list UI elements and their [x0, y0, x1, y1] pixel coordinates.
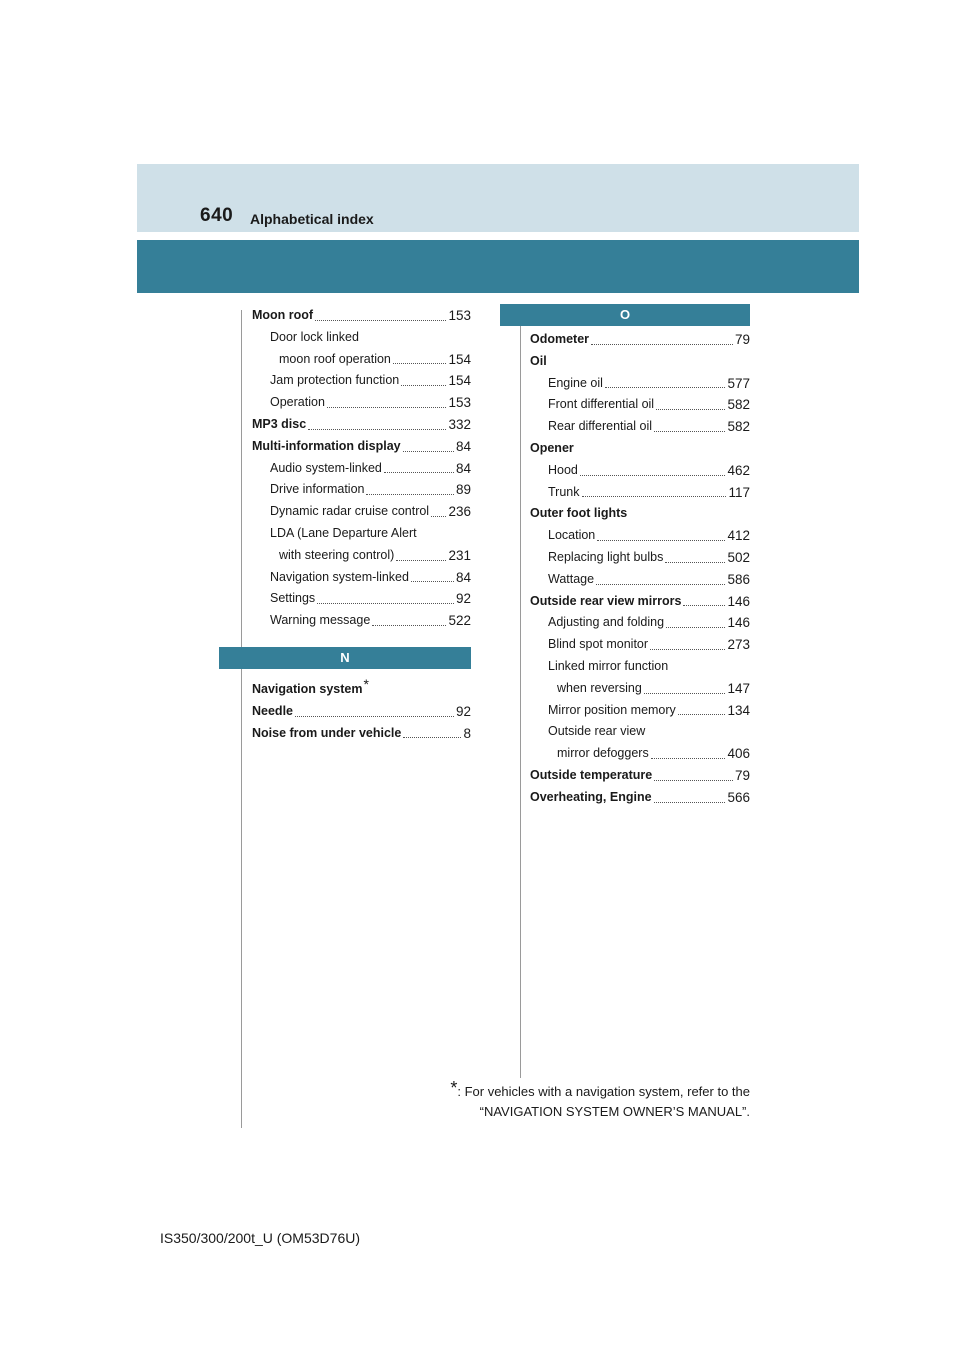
index-entry [530, 656, 750, 678]
leader-dots [654, 780, 733, 781]
entry-label: MP3 disc [252, 416, 307, 431]
entry-page-number: 79 [734, 332, 750, 347]
entry-page-number: 406 [727, 746, 750, 762]
leader-dots [678, 714, 726, 715]
index-entry [530, 460, 750, 482]
entry-label: Rear differential oil [548, 419, 652, 434]
section-header-n: N [219, 647, 471, 669]
left-entries [252, 305, 471, 632]
footnote-line-2: “NAVIGATION SYSTEM OWNER’S MANUAL”. [479, 1104, 750, 1119]
leader-dots [665, 562, 725, 563]
entry-page-number: 412 [727, 528, 750, 544]
entry-page-number: 153 [448, 308, 471, 323]
leader-dots [366, 494, 453, 495]
index-entry [252, 370, 471, 392]
entry-label: Settings [270, 591, 316, 606]
section-header-o: O [500, 304, 750, 326]
entry-page-number: 582 [727, 419, 750, 435]
leader-dots [372, 625, 446, 626]
entry-label: LDA (Lane Departure Alert [270, 525, 417, 540]
entry-page-number: 332 [448, 416, 471, 432]
leader-dots [384, 472, 454, 473]
leader-dots [411, 581, 454, 582]
entry-label: Replacing light bulbs [548, 549, 664, 564]
leader-dots [403, 737, 461, 738]
entry-label: Wattage [548, 571, 595, 586]
leader-dots [654, 802, 726, 803]
leader-dots [651, 758, 726, 759]
entry-page-number: 586 [727, 571, 750, 587]
section-title: Alphabetical index [250, 211, 374, 227]
section-o-entries [530, 329, 750, 809]
entry-page-number: 582 [727, 397, 750, 413]
leader-dots [666, 627, 725, 628]
index-entry [252, 588, 471, 610]
index-entry [530, 329, 750, 351]
entry-page-number: 231 [448, 547, 471, 563]
entry-label: moon roof operation [279, 351, 391, 366]
leader-dots [317, 603, 454, 604]
entry-page-number: 146 [727, 593, 750, 609]
entry-page-number: 154 [448, 351, 471, 367]
index-entry [530, 634, 750, 656]
entry-label: Drive information [270, 482, 365, 497]
index-entry [252, 545, 471, 567]
entry-label: Audio system-linked [270, 460, 382, 475]
entry-page-number: 84 [455, 460, 471, 476]
entry-page-number: 89 [455, 482, 471, 498]
right-column [530, 304, 750, 809]
leader-dots [605, 387, 726, 388]
entry-page-number: 79 [734, 767, 750, 783]
leader-dots [327, 407, 447, 408]
entry-label: Blind spot monitor [548, 637, 649, 652]
index-entry [530, 591, 750, 613]
index-entry [530, 351, 750, 373]
model-code: IS350/300/200t_U (OM53D76U) [160, 1230, 360, 1246]
index-entry [530, 373, 750, 395]
column-divider-middle [520, 310, 521, 1078]
index-entry [530, 416, 750, 438]
entry-label: Hood [548, 462, 578, 477]
footnote-line-1: : For vehicles with a navigation system, refer to the [457, 1084, 750, 1099]
index-entry [252, 349, 471, 371]
entry-page-number: 84 [455, 569, 471, 585]
entry-page-number: 502 [727, 549, 750, 565]
index-entry [530, 612, 750, 634]
index-entry [530, 569, 750, 591]
entry-page-number: 566 [727, 789, 750, 805]
index-entry [252, 414, 471, 436]
leader-dots [401, 385, 446, 386]
left-column [252, 305, 471, 744]
index-entry [530, 482, 750, 504]
index-entry [530, 394, 750, 416]
entry-label: Adjusting and folding [548, 615, 665, 630]
entry-label: Navigation system [252, 681, 363, 696]
entry-label: Outer foot lights [530, 506, 628, 521]
entry-label: Noise from under vehicle [252, 725, 402, 740]
index-entry [530, 787, 750, 809]
entry-label: Oil [530, 353, 547, 368]
index-entry [252, 523, 471, 545]
index-entry [530, 503, 750, 525]
entry-page-number: 154 [448, 373, 471, 389]
index-entry [530, 721, 750, 743]
entry-label: Operation [270, 395, 325, 410]
entry-label: Outside rear view [548, 724, 646, 739]
entry-label: Multi-information display [252, 438, 401, 453]
index-entry [530, 525, 750, 547]
entry-label: Outside temperature [530, 767, 653, 782]
entry-page-number: 92 [455, 591, 471, 607]
leader-dots [315, 320, 446, 321]
leader-dots [393, 363, 447, 364]
entry-label: Navigation system-linked [270, 569, 409, 584]
header-accent-bar [137, 240, 859, 293]
entry-page-number: 92 [455, 703, 471, 719]
entry-label: Mirror position memory [548, 702, 676, 717]
index-entry [530, 547, 750, 569]
header-band [137, 164, 859, 232]
entry-page-number: 8 [463, 725, 471, 741]
column-divider-left [241, 310, 242, 1128]
index-entry [252, 723, 471, 745]
index-entry [252, 436, 471, 458]
footnote-star: * [450, 1078, 458, 1098]
entry-page-number: 117 [728, 484, 750, 500]
entry-page-number: 134 [727, 702, 750, 718]
index-entry [252, 458, 471, 480]
leader-dots [308, 429, 446, 430]
index-entry [252, 501, 471, 523]
entry-page-number: 153 [448, 395, 471, 411]
entry-label: Door lock linked [270, 329, 359, 344]
leader-dots [580, 475, 726, 476]
entry-label: Needle [252, 703, 293, 718]
entry-label: mirror defoggers [557, 746, 649, 761]
index-entry [252, 701, 471, 723]
index-entry [252, 675, 471, 701]
leader-dots [596, 584, 725, 585]
leader-dots [644, 693, 726, 694]
leader-dots [654, 431, 725, 432]
entry-label: Dynamic radar cruise control [270, 504, 430, 519]
entry-label: Trunk [548, 484, 580, 499]
entry-label: Overheating, Engine [530, 789, 652, 804]
entry-label: Engine oil [548, 375, 603, 390]
index-entry [252, 392, 471, 414]
entry-label: Odometer [530, 332, 590, 346]
leader-dots [683, 605, 725, 606]
entry-page-number: 577 [727, 375, 750, 391]
entry-page-number: 146 [727, 615, 750, 631]
index-entry [530, 700, 750, 722]
section-n-entries [252, 675, 471, 744]
entry-label: Jam protection function [270, 373, 400, 388]
leader-dots [656, 409, 725, 410]
entry-label: Location [548, 528, 596, 543]
leader-dots [650, 649, 725, 650]
index-entry [530, 678, 750, 700]
footnote-marker: * [363, 675, 369, 692]
leader-dots [597, 540, 725, 541]
index-entry [530, 438, 750, 460]
entry-page-number: 522 [448, 613, 471, 629]
index-entry [252, 327, 471, 349]
entry-label: Outside rear view mirrors [530, 593, 682, 608]
entry-page-number: 147 [727, 680, 750, 696]
index-entry [530, 743, 750, 765]
entry-page-number: 462 [727, 462, 750, 478]
entry-label: Front differential oil [548, 397, 655, 412]
index-entry [252, 479, 471, 501]
footnote [380, 1080, 750, 1122]
index-entry [252, 610, 471, 632]
entry-page-number: 84 [455, 438, 471, 454]
page-number: 640 [200, 205, 234, 226]
index-entry [530, 765, 750, 787]
leader-dots [295, 716, 454, 717]
entry-label: when reversing [557, 680, 642, 695]
leader-dots [591, 344, 733, 345]
leader-dots [403, 451, 454, 452]
leader-dots [582, 496, 727, 497]
entry-label: Linked mirror function [548, 658, 669, 673]
entry-page-number: 273 [727, 637, 750, 653]
index-entry [252, 305, 471, 327]
entry-label: Moon roof [252, 308, 314, 322]
entry-label: with steering control) [279, 547, 395, 562]
leader-dots [431, 516, 446, 517]
index-entry [252, 567, 471, 589]
entry-page-number: 236 [448, 504, 471, 520]
leader-dots [396, 560, 446, 561]
entry-label: Opener [530, 440, 574, 455]
entry-label: Warning message [270, 613, 371, 628]
